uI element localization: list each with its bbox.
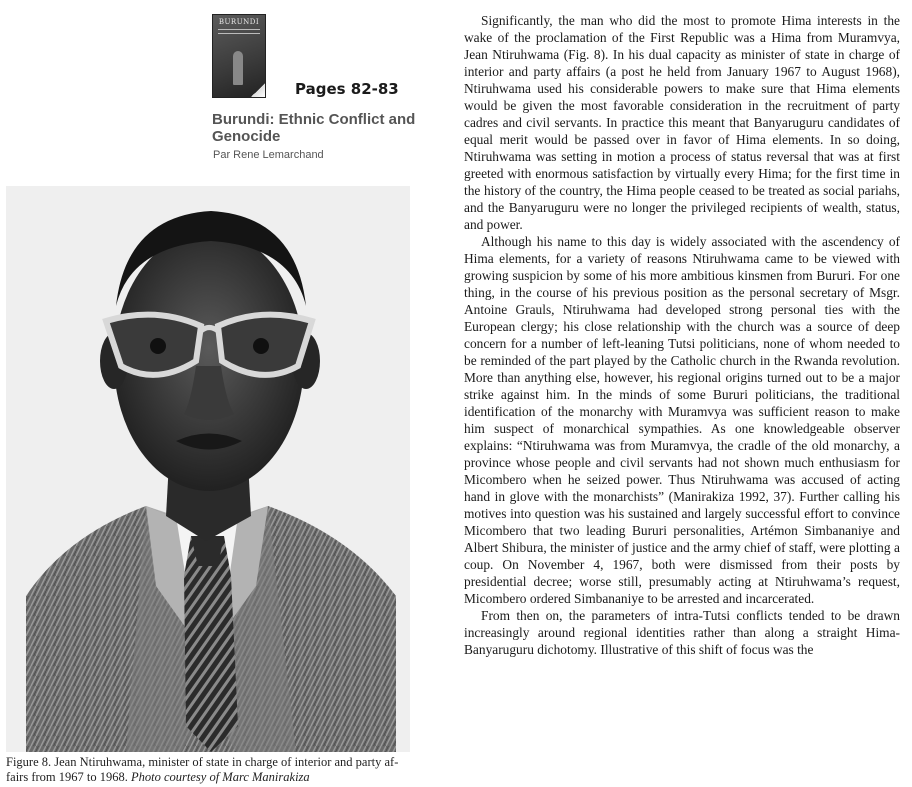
article-paragraph: From then on, the parameters of intra-Tutsi conflicts tended to be drawn increasingly around regional identities rather than along a straight Hima-Banyaruguru dichotomy. Illustrative of this shift of focus was the <box>464 608 900 657</box>
figure-caption <box>6 755 414 785</box>
photo-credit: Photo courtesy of Marc Manirakiza <box>130 770 310 784</box>
page-curl-icon <box>251 83 265 97</box>
cover-rule <box>218 29 260 30</box>
article-paragraph: Significantly, the man who did the most to promote Hima interests in the wake of the proclamation of the First Republic was a Hima from Muramvya, Jean Ntiruhwama (Fig. 8). In his dual capacity as minister of state in charge of interior and party affairs (a post he held from January 1967 to August 1968), Ntiruhwama used his considerable powers to make sure that Hima elements would be given the most favorable consideration in the recruitment of party cadres and civil servants. In practice this meant that Banyaruguru candidates of equal merit would be passed over in favor of Hima elements. In so doing, Ntiruhwama was setting in motion a process of status reversal that was at first greeted with enormous satisfaction by virtually every Hima; for the first time in the history of the country, the Hima people ceased to be treated as social pariahs, and the Banyaruguru were no longer the privileged recipients of wealth, status, and power. <box>464 13 900 232</box>
page-range: Pages 82-83 <box>295 80 399 98</box>
article-body <box>464 12 900 658</box>
caption-text: Figure 8. Jean Ntiruhwama, minister of state in charge of interior and party af-fairs from 1967 to 1968. <box>6 755 399 784</box>
cover-figure-icon <box>233 51 243 85</box>
cover-rule <box>218 33 260 34</box>
book-cover-title: BURUNDI <box>218 18 260 26</box>
book-title-link[interactable]: Burundi: Ethnic Conflict and Genocide <box>212 111 416 145</box>
book-cover-thumbnail[interactable] <box>212 14 266 98</box>
book-author: Par Rene Lemarchand <box>213 149 324 161</box>
article-paragraph: Although his name to this day is widely associated with the ascendency of Hima elements, for a variety of reasons Ntiruhwama came to be viewed with growing suspicion by some of his more ambitious kinsmen from Bururi. For one thing, in the course of his previous position as the personal secretary of Msgr. Antoine Grauls, Ntiruhwama had developed strong personal ties with the European clergy; his close relationship with the church was a source of deep concern for a number of left-leaning Tutsi politicians, none of whom needed to be reminded of the part played by the Catholic church in the Rwanda revolution. More than anything else, however, his regional origins turned out to be a major strike against him. In the minds of some Bururi politicians, the traditional identification of the monarchy with Muramvya was sufficient reason to make him suspect of monarchical sympathies. As one knowledgeable observer explains: “Ntiruhwama was from Muramvya, the cradle of the old monarchy, a province whose people and civil servants had not shown much enthusiasm for Micombero when he seized power. Thus Ntiruhwama was accused of acting hand in glove with the monarchists” (Manirakiza 1992, 37). Further calling his motives into question was his sustained and largely successful effort to convince Micombero that two leading Bururi personalities, Artémon Simbananiye and Albert Shibura, the minister of justice and the army chief of staff, were plotting a coup. On November 4, 1967, both were dismissed from their posts by presidential decree; worse still, presumably acting at Ntiruhwama’s request, Micombero ordered Simbananiye to be arrested and incarcerated. <box>464 234 900 606</box>
portrait-photo <box>6 186 410 752</box>
